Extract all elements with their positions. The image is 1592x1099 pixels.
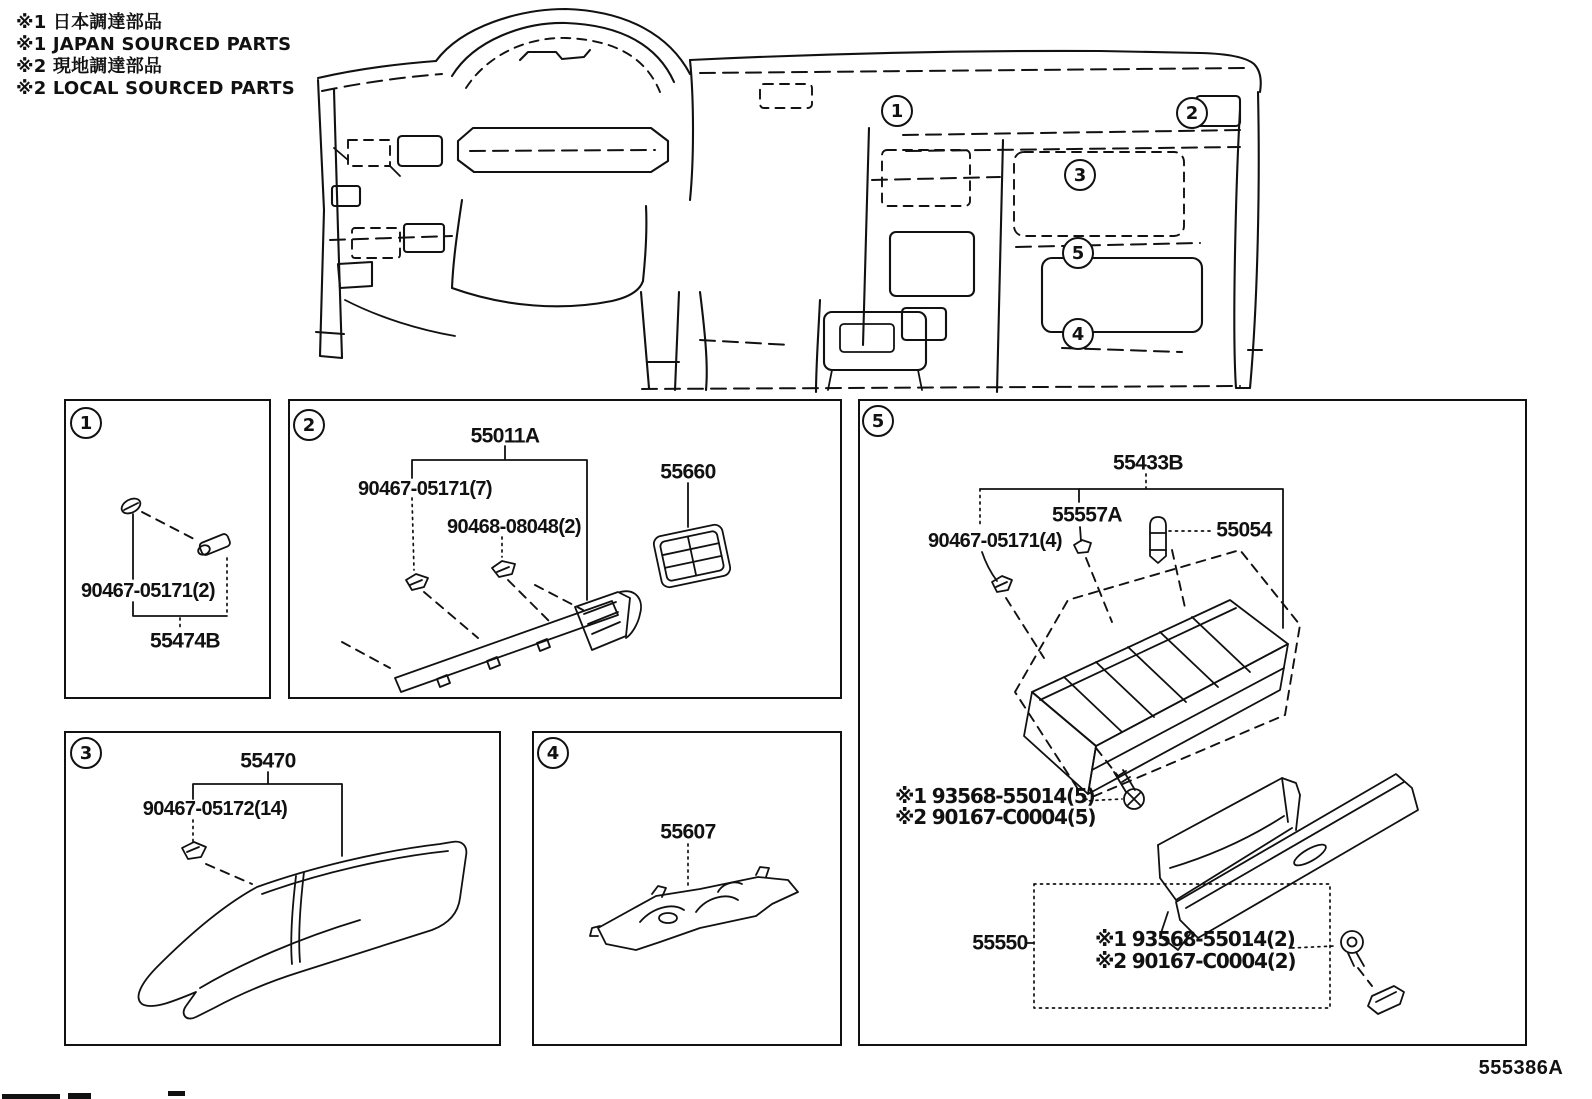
part-label-55557A: 55557A	[1052, 503, 1122, 527]
sourcing-legend	[16, 12, 295, 100]
part-label-55550: 55550	[972, 931, 1028, 955]
overview-callout-1: 1	[881, 95, 913, 127]
box5-callout: 5	[862, 405, 894, 437]
cutoff-text-fragment	[2, 1094, 60, 1099]
part-label-90467-05172-14: 90467-05172(14)	[142, 798, 288, 820]
overview-callout-3: 3	[1064, 159, 1096, 191]
part-label-55054: 55054	[1216, 518, 1272, 542]
part-label-55660: 55660	[660, 460, 716, 484]
part-label-90468-08048-2: 90468-08048(2)	[447, 516, 581, 538]
part-label-55474B: 55474B	[150, 629, 220, 653]
note-box-screw-japan: ※1 93568-55014(5)	[895, 784, 1095, 808]
figure-code: 555386A	[1478, 1057, 1564, 1079]
part-label-55011A: 55011A	[470, 424, 540, 448]
note-door-screw-local: ※2 90167-C0004(2)	[1095, 949, 1296, 973]
part-label-55433B: 55433B	[1113, 451, 1183, 475]
instrument-panel-overview-drawing	[316, 9, 1262, 392]
detail-box-1	[64, 399, 271, 699]
note-door-screw-japan: ※1 93568-55014(2)	[1095, 927, 1295, 951]
part-label-90467-05171-7: 90467-05171(7)	[358, 478, 492, 500]
box1-callout: 1	[70, 407, 102, 439]
part-label-55607: 55607	[660, 820, 716, 844]
legend-line-local-en: ※2 LOCAL SOURCED PARTS	[16, 78, 295, 99]
detail-box-3	[64, 731, 501, 1046]
detail-box-4	[532, 731, 842, 1046]
overview-callout-4: 4	[1062, 318, 1094, 350]
part-label-90467-05171-2: 90467-05171(2)	[81, 580, 215, 602]
legend-line-japan-en: ※1 JAPAN SOURCED PARTS	[16, 34, 292, 55]
detail-box-2	[288, 399, 842, 699]
part-label-55470: 55470	[240, 749, 296, 773]
overview-callout-2: 2	[1176, 97, 1208, 129]
box4-callout: 4	[537, 737, 569, 769]
note-box-screw-local: ※2 90167-C0004(5)	[895, 805, 1096, 829]
legend-line-local-jp: ※2 現地調達部品	[16, 56, 163, 77]
cutoff-text-fragment	[68, 1093, 91, 1099]
box3-callout: 3	[70, 737, 102, 769]
legend-line-japan-jp: ※1 日本調達部品	[16, 12, 163, 33]
box2-callout: 2	[293, 409, 325, 441]
cutoff-text-fragment	[168, 1091, 185, 1096]
overview-callout-5: 5	[1062, 237, 1094, 269]
part-label-90467-05171-4: 90467-05171(4)	[928, 530, 1062, 552]
